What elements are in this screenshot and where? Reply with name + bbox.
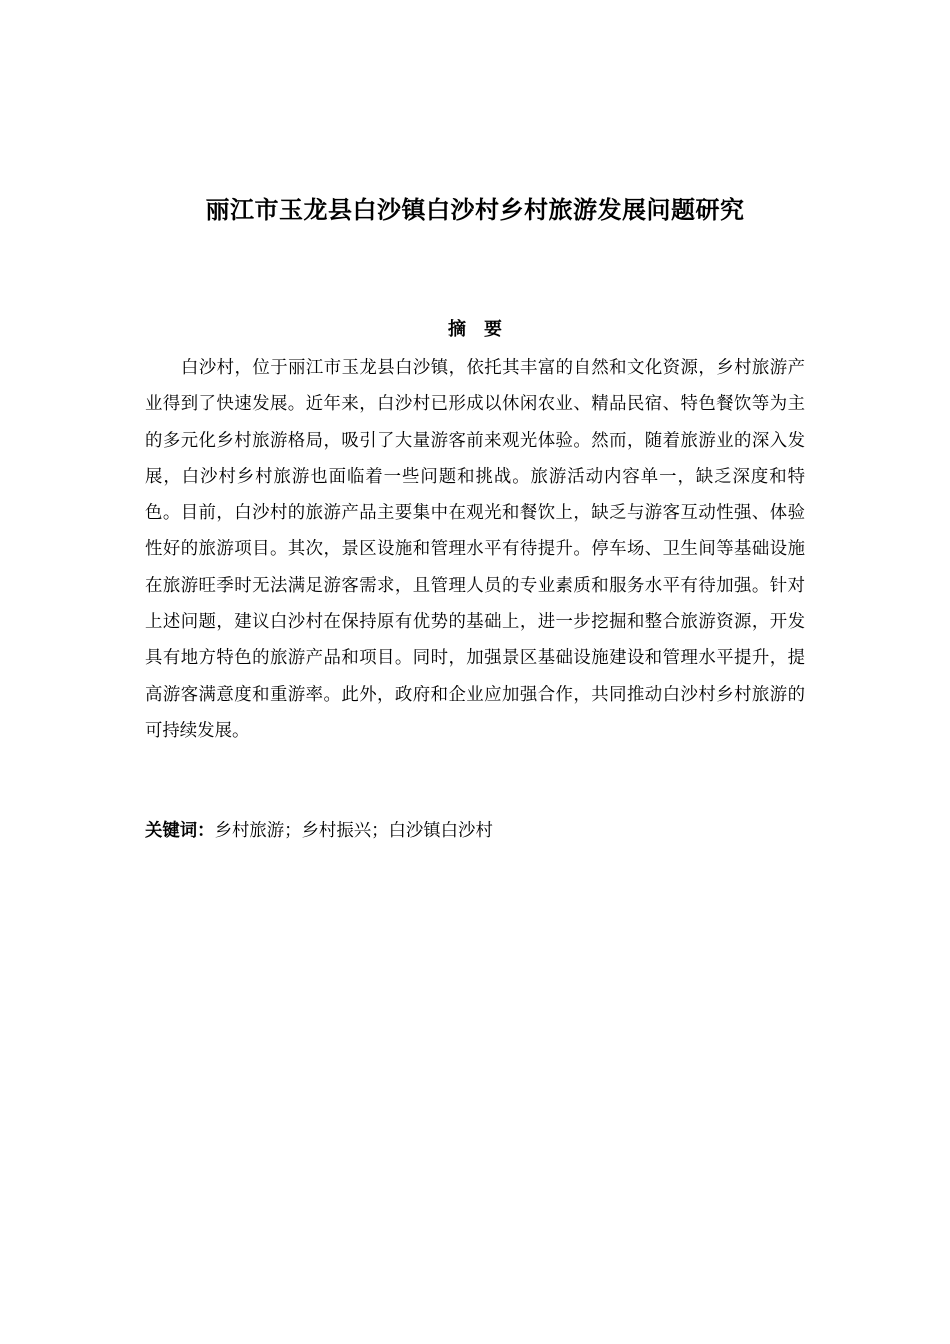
keywords-text: 乡村旅游；乡村振兴；白沙镇白沙村: [214, 821, 493, 841]
paper-title: 丽江市玉龙县白沙镇白沙村乡村旅游发展问题研究: [205, 196, 745, 224]
abstract-paragraph: 白沙村，位于丽江市玉龙县白沙镇，依托其丰富的自然和文化资源，乡村旅游产业得到了快速发展。近年来，白沙村已形成以休闲农业、精品民宿、特色餐饮等为主的多元化乡村旅游格局，吸引了大量游客前来观光体验。然而，随着旅游业的深入发展，白沙村乡村旅游也面临着一些问题和挑战。旅游活动内容单一，缺乏深度和特色。目前，白沙村的旅游产品主要集中在观光和餐饮上，缺乏与游客互动性强、体验性好的旅游项目。其次，景区设施和管理水平有待提升。停车场、卫生间等基础设施在旅游旺季时无法满足游客需求，且管理人员的专业素质和服务水平有待加强。针对上述问题，建议白沙村在保持原有优势的基础上，进一步挖掘和整合旅游资源，开发具有地方特色的旅游产品和项目。同时，加强景区基础设施建设和管理水平提升，提高游客满意度和重游率。此外，政府和企业应加强合作，共同推动白沙村乡村旅游的可持续发展。: [145, 358, 805, 741]
keywords-line: [145, 816, 805, 846]
keywords-label: 关键词：: [145, 821, 215, 841]
abstract-heading: 摘要: [448, 319, 520, 340]
